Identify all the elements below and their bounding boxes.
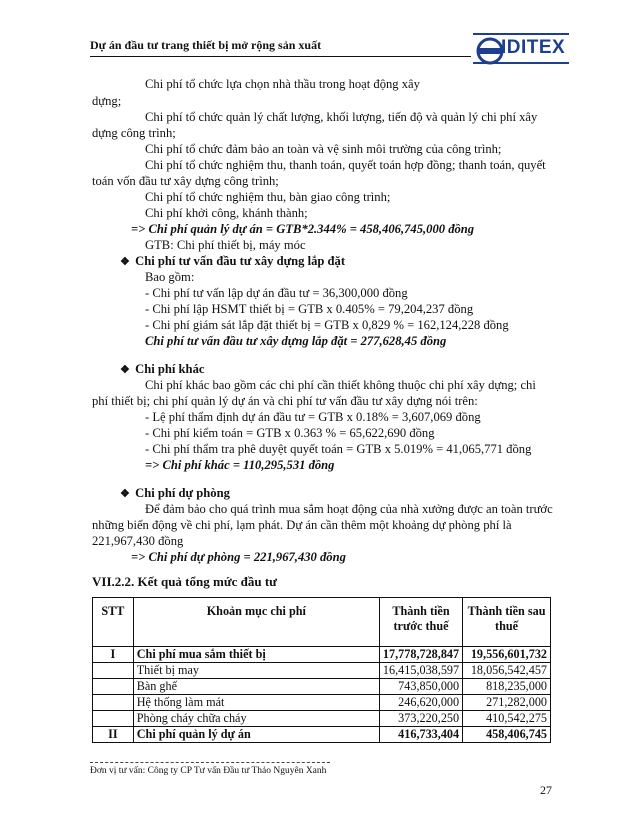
- text-line: - Chi phí kiểm toán = GTB x 0.363 % = 65,622,690 đồng: [145, 426, 435, 440]
- section-heading-contingency: [120, 486, 230, 502]
- text-line: những biến động về chi phí, lạm phát. Dự án cần thêm một khoảng dự phòng phí là: [92, 518, 512, 532]
- table-row: [93, 727, 551, 743]
- section-heading-text: Chi phí tư vấn đầu tư xây dựng lắp đặt: [135, 254, 346, 268]
- column-header-stt: STT: [93, 598, 134, 647]
- text-line: Chi phí tổ chức quản lý chất lượng, khối lượng, tiến độ và quản lý chi phí xây: [145, 110, 538, 124]
- text-line: toán vốn đầu tư xây dựng công trình;: [92, 174, 279, 188]
- section-heading-consulting: [120, 254, 345, 270]
- table-cell: [93, 663, 134, 679]
- table-cell: 818,235,000: [463, 679, 551, 695]
- table-cell: 18,056,542,457: [463, 663, 551, 679]
- table-cell: 416,733,404: [379, 727, 462, 743]
- table-row: [93, 663, 551, 679]
- text-line: 221,967,430 đồng: [92, 534, 184, 548]
- text-line: GTB: Chi phí thiết bị, máy móc: [145, 238, 306, 252]
- table-cell: 373,220,250: [379, 711, 462, 727]
- text-line: Chi phí tổ chức nghiệm thu, bàn giao công trình;: [145, 190, 391, 204]
- table-cell: Thiết bị may: [133, 663, 379, 679]
- text-line: - Lệ phí thẩm định dự án đầu tư = GTB x 0.18% = 3,607,069 đồng: [145, 410, 481, 424]
- table-cell: I: [93, 647, 134, 663]
- column-header-item: Khoản mục chi phí: [133, 598, 379, 647]
- table-cell: Chi phí mua sắm thiết bị: [133, 647, 379, 663]
- text-line: - Chi phí lập HSMT thiết bị = GTB x 0.405% = 79,204,237 đồng: [145, 302, 474, 316]
- text-line: dựng;: [92, 94, 122, 108]
- text-line: phí thiết bị; chi phí quản lý dự án và chi phí tư vấn đầu tư xây dựng nói trên:: [92, 394, 478, 408]
- footer-divider: [90, 762, 330, 763]
- company-logo: [473, 30, 569, 70]
- table-cell: 19,556,601,732: [463, 647, 551, 663]
- section-heading-other: [120, 362, 204, 378]
- text-line: - Chi phí giám sát lắp đặt thiết bị = GTB x 0,829 % = 162,124,228 đồng: [145, 318, 509, 332]
- logo-text: IDITEX: [501, 37, 566, 58]
- table-cell: Hệ thống làm mát: [133, 695, 379, 711]
- table-cell: II: [93, 727, 134, 743]
- project-management-cost-total: => Chi phí quản lý dự án = GTB*2.344% = 458,406,745,000 đồng: [131, 222, 475, 236]
- document-header-title: Dự án đầu tư trang thiết bị mở rộng sản xuất: [90, 38, 322, 52]
- table-cell: 458,406,745: [463, 727, 551, 743]
- contingency-cost-total: => Chi phí dự phòng = 221,967,430 đồng: [131, 550, 346, 564]
- text-line: Bao gồm:: [145, 270, 195, 284]
- text-line: Chi phí tổ chức đảm bảo an toàn và vệ sinh môi trường của công trình;: [145, 142, 502, 156]
- subsection-title: VII.2.2. Kết quả tổng mức đầu tư: [92, 574, 277, 589]
- column-header-post-tax: Thành tiền sau thuế: [463, 598, 551, 647]
- table-cell: [93, 711, 134, 727]
- section-heading-text: Chi phí dự phòng: [135, 486, 230, 500]
- table-cell: Bàn ghế: [133, 679, 379, 695]
- page-number: 27: [540, 783, 552, 797]
- table-cell: 246,620,000: [379, 695, 462, 711]
- other-cost-total: => Chi phí khác = 110,295,531 đồng: [145, 458, 335, 472]
- table-cell: 16,415,038,597: [379, 663, 462, 679]
- table-cell: 271,282,000: [463, 695, 551, 711]
- bullet-diamond-icon: ❖: [120, 488, 130, 500]
- investment-summary-table: [92, 597, 551, 743]
- table-header-row: [93, 598, 551, 647]
- table-cell: 17,778,728,847: [379, 647, 462, 663]
- table-cell: [93, 695, 134, 711]
- text-line: Để đảm bảo cho quá trình mua sắm hoạt động của nhà xưởng được an toàn trước: [145, 502, 553, 516]
- table-cell: [93, 679, 134, 695]
- text-line: Chi phí khác bao gồm các chi phí cần thiết không thuộc chi phí xây dựng; chi: [145, 378, 536, 392]
- logo-bottom-bar: [473, 62, 569, 64]
- footer-consultant: Đơn vị tư vấn: Công ty CP Tư vấn Đầu tư Thảo Nguyên Xanh: [90, 766, 327, 776]
- text-line: Chi phí tổ chức nghiệm thu, thanh toán, quyết toán hợp đồng; thanh toán, quyết: [145, 158, 546, 172]
- consulting-cost-total: Chi phí tư vấn đầu tư xây dựng lắp đặt = 277,628,45 đồng: [145, 334, 447, 348]
- text-line: Chi phí khởi công, khánh thành;: [145, 206, 308, 220]
- text-line: - Chi phí tư vấn lập dự án đầu tư = 36,300,000 đồng: [145, 286, 408, 300]
- table-row: [93, 647, 551, 663]
- table-row: [93, 695, 551, 711]
- bullet-diamond-icon: ❖: [120, 364, 130, 376]
- text-line: dựng công trình;: [92, 126, 176, 140]
- column-header-pre-tax: Thành tiền trước thuế: [379, 598, 462, 647]
- text-line: Chi phí tổ chức lựa chọn nhà thầu trong hoạt động xây: [145, 77, 420, 91]
- header-divider: [90, 56, 471, 57]
- table-cell: Chi phí quản lý dự án: [133, 727, 379, 743]
- table-cell: 743,850,000: [379, 679, 462, 695]
- section-heading-text: Chi phí khác: [135, 362, 205, 376]
- table-row: [93, 711, 551, 727]
- table-cell: Phòng cháy chữa cháy: [133, 711, 379, 727]
- bullet-diamond-icon: ❖: [120, 256, 130, 268]
- text-line: - Chi phí thẩm tra phê duyệt quyết toán = GTB x 5.019% = 41,065,771 đồng: [145, 442, 532, 456]
- table-row: [93, 679, 551, 695]
- table-cell: 410,542,275: [463, 711, 551, 727]
